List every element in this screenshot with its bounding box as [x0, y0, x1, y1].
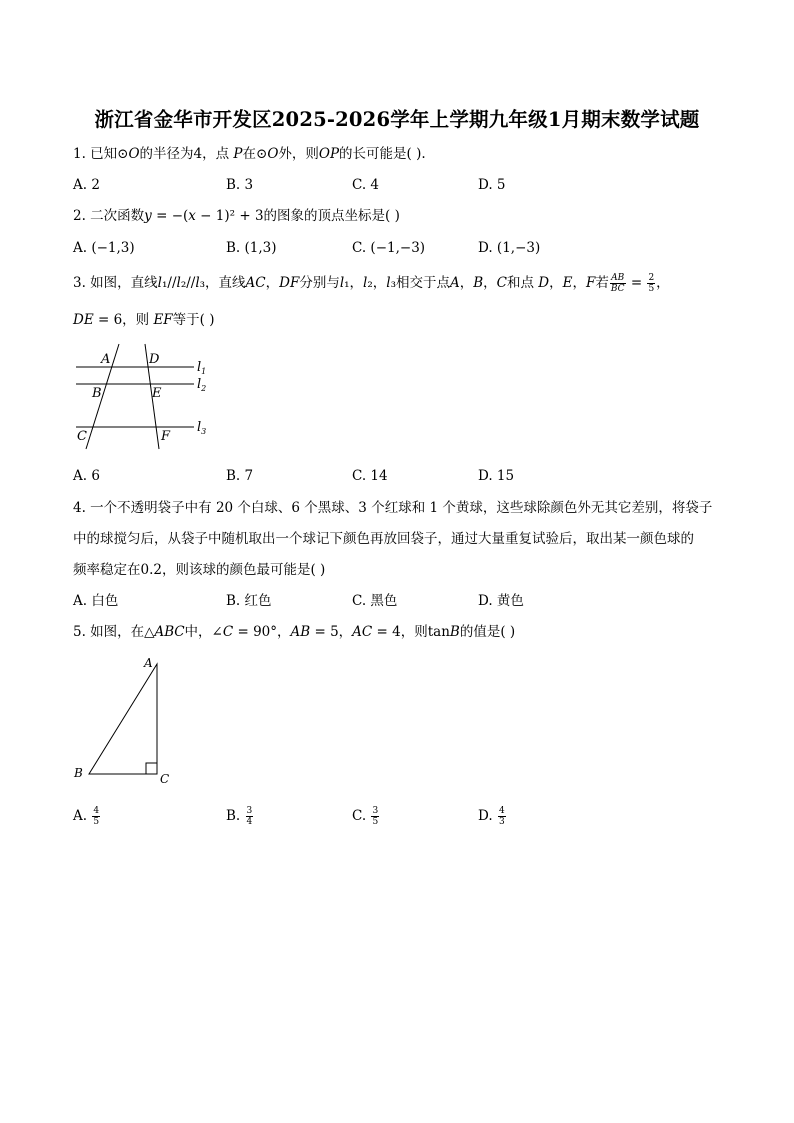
- q3-option-d: D. 15: [478, 468, 515, 484]
- q3-option-a: A. 6: [73, 468, 100, 484]
- page-title: 浙江省金华市开发区2025-2026学年上学期九年级1月期末数学试题: [94, 108, 700, 131]
- q3-equals: =: [626, 275, 647, 291]
- q5-option-a: [73, 806, 101, 827]
- q5-b-num: 3: [246, 806, 253, 816]
- q4-option-a: A. 白色: [73, 593, 119, 609]
- q5-c-den: 5: [372, 817, 379, 827]
- label-b: B: [92, 386, 102, 401]
- label-c: C: [160, 772, 170, 786]
- q5-option-d-prefix: D.: [478, 808, 493, 824]
- q5-d-num: 4: [498, 806, 505, 816]
- q2-option-c: C. (−1,−3): [352, 240, 426, 256]
- question-4-stem-line-1: 4. 一个不透明袋子中有 20 个白球、6 个黑球、3 个红球和 1 个黄球，这些球除颜色外无其它差别，将袋子: [73, 500, 713, 516]
- question-4-stem-line-2: 中的球搅匀后，从袋子中随机取出一个球记下颜色再放回袋子，通过大量重复试验后，取出某一颜色球的: [73, 531, 694, 547]
- q5-a-den: 5: [93, 817, 100, 827]
- q4-option-b: B. 红色: [226, 593, 272, 609]
- q5-option-c-prefix: C.: [352, 808, 367, 824]
- q5-c-num: 3: [372, 806, 379, 816]
- q2-option-b: B. (1,3): [226, 240, 277, 256]
- label-f: F: [161, 429, 171, 444]
- q3-fraction-2-5: [647, 273, 655, 294]
- q5-option-a-prefix: A.: [73, 808, 88, 824]
- label-b: B: [74, 766, 83, 780]
- q1-option-a: A. 2: [73, 177, 100, 193]
- q4-option-c: C. 黑色: [352, 593, 398, 609]
- q3-frac2-num: 2: [648, 273, 655, 283]
- q2-option-d: D. (1,−3): [478, 240, 541, 256]
- label-l1: $l_1$: [197, 360, 207, 376]
- q1-option-b: B. 3: [226, 177, 254, 193]
- q5-option-b-prefix: B.: [226, 808, 241, 824]
- q5-option-d: [478, 806, 507, 827]
- q2-option-a: A. (−1,3): [73, 240, 135, 256]
- q5-option-c: [352, 806, 380, 827]
- q1-option-d: D. 5: [478, 177, 506, 193]
- q3-option-b: B. 7: [226, 468, 254, 484]
- q3-frac-den: BC: [610, 284, 625, 294]
- label-l2: $l_2$: [197, 377, 207, 393]
- question-5-stem: 5. 如图，在△𝐴𝐵𝐶中，∠𝐶 = 90°，𝐴𝐵 = 5，𝐴𝐶 = 4，则tan𝐵的值是( ): [73, 624, 516, 640]
- label-a: A: [101, 352, 111, 367]
- q3-frac-num: AB: [611, 273, 625, 283]
- q5-b-den: 4: [246, 817, 253, 827]
- q5-option-b-fraction: [246, 806, 254, 827]
- right-angle-mark: [146, 763, 157, 774]
- q5-option-d-fraction: [498, 806, 506, 827]
- q5-option-c-fraction: [371, 806, 379, 827]
- q5-option-b: [226, 806, 254, 827]
- q5-d-den: 3: [498, 817, 505, 827]
- q3-stem-end: ，: [656, 275, 670, 291]
- q1-option-c: C. 4: [352, 177, 380, 193]
- q3-option-c: C. 14: [352, 468, 388, 484]
- question-1-stem: 1. 已知⊙𝑂的半径为4，点 𝑃在⊙𝑂外，则𝑂𝑃的长可能是( ).: [73, 146, 426, 162]
- question-4-stem-line-3: 频率稳定在0.2，则该球的颜色最可能是( ): [73, 562, 326, 578]
- question-2-stem: 2. 二次函数𝑦 = −(𝑥 − 1)² + 3的图象的顶点坐标是( ): [73, 208, 400, 224]
- q3-fraction-ab-bc: [610, 273, 626, 294]
- triangle-abc: [89, 664, 157, 774]
- label-e: E: [152, 386, 162, 401]
- right-triangle-figure: [68, 652, 178, 787]
- question-3-stem-line-2: 𝐷𝐸 = 6，则 𝐸𝐹等于( ): [73, 312, 215, 328]
- q5-option-a-fraction: [92, 806, 100, 827]
- label-l3: $l_3$: [197, 420, 207, 436]
- label-a: A: [144, 656, 153, 670]
- question-3-stem-line-1: [73, 273, 670, 294]
- q3-stem-text: 3. 如图，直线𝑙₁//𝑙₂//𝑙₃，直线𝐴𝐶，𝐷𝐹分别与𝑙₁，𝑙₂，𝑙₃相交于点𝐴，𝐵，𝐶和点 𝐷，𝐸，𝐹若: [73, 275, 609, 291]
- q5-a-num: 4: [93, 806, 100, 816]
- q3-frac2-den: 5: [648, 284, 655, 294]
- q4-option-d: D. 黄色: [478, 593, 524, 609]
- parallel-lines-figure: [68, 340, 218, 455]
- label-c: C: [77, 429, 87, 444]
- label-d: D: [149, 352, 160, 367]
